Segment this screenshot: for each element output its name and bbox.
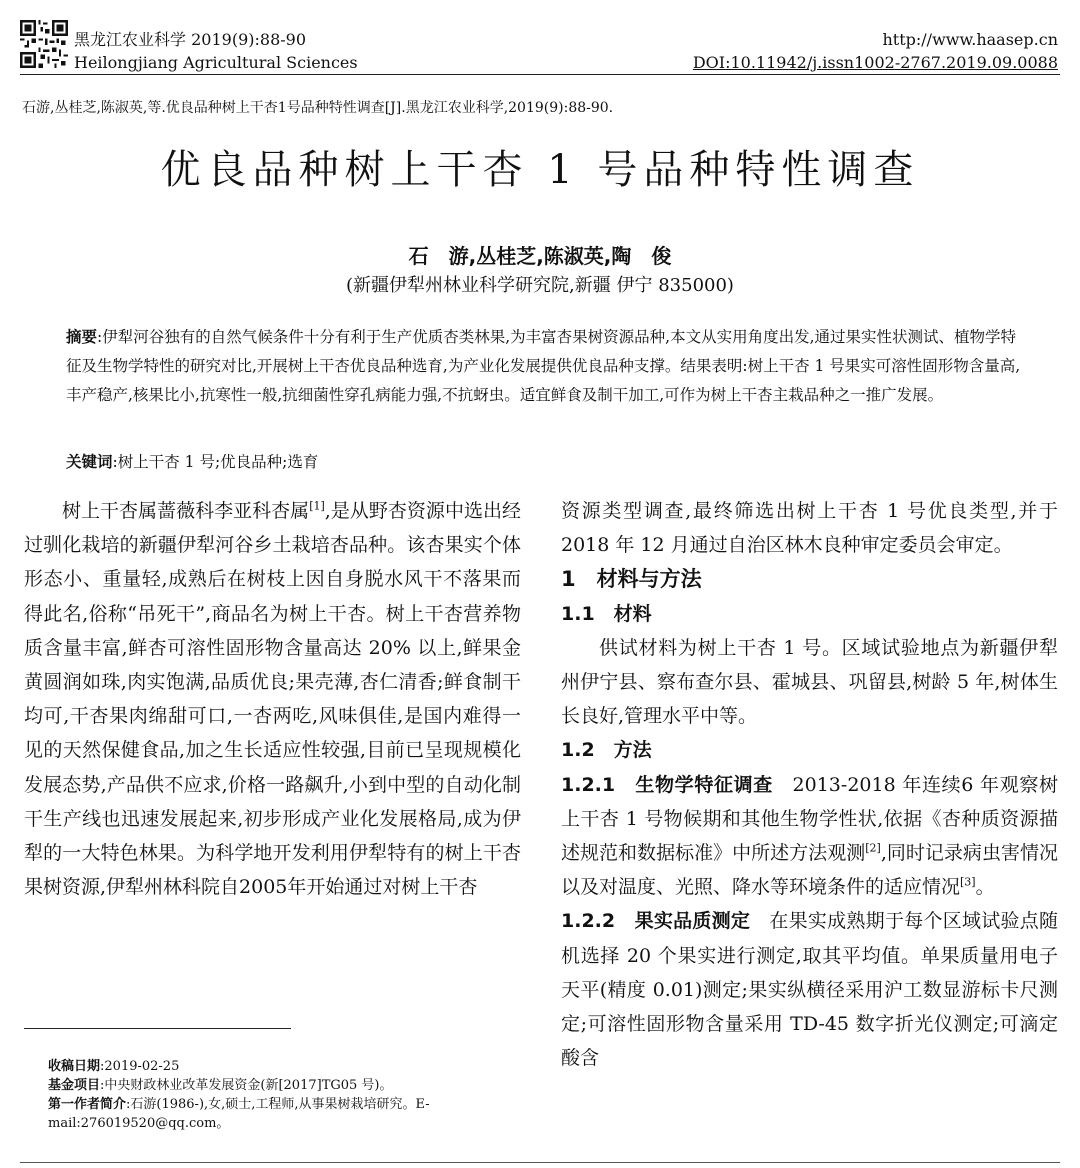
reference-2[interactable]: [2] xyxy=(865,841,881,855)
affiliation: (新疆伊犁州林业科学研究院,新疆 伊宁 835000) xyxy=(346,275,734,296)
keywords-text: :树上干杏 1 号;优良品种;选育 xyxy=(112,453,319,471)
method-1-2-2-paragraph xyxy=(561,904,1058,1075)
method-1-2-1-text-b: ,同时记录病虫害情况以及对温度、光照、降水等环境条件的适应情况 xyxy=(561,842,1058,899)
method-1-2-1-paragraph xyxy=(561,768,1058,905)
section-heading-1: 1 材料与方法 xyxy=(561,567,702,592)
method-1-2-1-text-a: 2013-2018 年连续6 年观察树上干杏 1 号物候期和其他生物学性状,依据《杏种质资源描述规范和数据标准》中所述方法观测 xyxy=(561,773,1058,865)
method-1-2-2-text: 在果实成熟期于每个区域试验点随机选择 20 个果实进行测定,取其平均值。单果质量用电子天平(精度 0.01)测定;果实纵横径采用沪工数显游标卡尺测定;可溶性固形物含量采用 TD-45 数字折光仪测定;可滴定酸含 xyxy=(561,910,1058,1070)
fund-label: 基金项目 xyxy=(48,1078,101,1093)
footnotes xyxy=(48,1057,526,1133)
abstract xyxy=(66,323,1026,410)
intro-paragraph xyxy=(24,494,521,904)
received-label: 收稿日期 xyxy=(48,1059,101,1074)
journal-header xyxy=(74,28,358,74)
left-column xyxy=(24,494,521,904)
paper-title: 优良品种树上干杏 1 号品种特性调查 xyxy=(160,147,920,193)
received-date: :2019-02-25 xyxy=(100,1059,180,1074)
first-author-label: 第一作者简介 xyxy=(48,1097,127,1112)
intro-continuation: 资源类型调查,最终筛选出树上干杏 1 号优良类型,并于 2018 年 12 月通过自治区林木良种审定委员会审定。 xyxy=(561,500,1058,557)
issue-pages: 2019(9):88-90 xyxy=(191,30,307,49)
intro-text-b: ,是从野杏资源中选出经过驯化栽培的新疆伊犁河谷乡土栽培杏品种。该杏果实个体形态小、重量轻,成熟后在树枝上因自身脱水风干不落果而得此名,俗称“吊死干”,商品名为树上干杏。树上干杏营养物质含量丰富,鲜杏可溶性固形物含量高达 20% 以上,鲜果金黄圆润如珠,肉实饱满,品质优良;果壳薄,杏仁清香;鲜食制干均可,干杏果肉绵甜可口,一杏两吃,风味俱佳,是国内难得一见的天然保健食品,加之生长适应性较强,目前已呈现规模化发展态势,产品供不应求,价格一路飙升,小到中型的自动化制干生产线也迅速发展起来,初步形成产业化发展格局,成为伊犁的一大特色林果。为科学地开发利用伊犁特有的树上干杏果树资源,伊犁州林科院自2005年开始通过对树上干杏 xyxy=(24,500,521,899)
keywords xyxy=(66,450,1026,472)
materials-paragraph: 供试材料为树上干杏 1 号。区域试验地点为新疆伊犁州伊宁县、察布查尔县、霍城县、巩留县,树龄 5 年,树体生长良好,管理水平中等。 xyxy=(561,636,1058,728)
journal-url[interactable]: http://www.haasep.cn xyxy=(882,30,1058,49)
doi-link[interactable]: DOI:10.11942/j.issn1002-2767.2019.09.0088 xyxy=(692,53,1058,72)
subsection-1-2-2-heading: 1.2.2 果实品质测定 xyxy=(561,910,770,933)
journal-links xyxy=(693,28,1058,74)
journal-name-en: Heilongjiang Agricultural Sciences xyxy=(74,53,358,72)
citation-line: 石游,丛桂芝,陈淑英,等.优良品种树上干杏1号品种特性调查[J].黑龙江农业科学,2019(9):88-90. xyxy=(22,100,614,116)
header-divider xyxy=(20,74,1060,75)
method-1-2-1-text-c: 。 xyxy=(975,876,995,899)
qr-code-icon xyxy=(20,20,68,68)
abstract-text: :伊犁河谷独有的自然气候条件十分有利于生产优质杏类林果,为丰富杏果树资源品种,本文从实用角度出发,通过果实性状测试、植物学特征及生物学特性的研究对比,开展树上干杏优良品种选育,为产业化发展提供优良品种支撑。结果表明:树上干杏 1 号果实可溶性固形物含量高,丰产稳产,核果比小,抗寒性一般,抗细菌性穿孔病能力强,不抗蚜虫。适宜鲜食及制干加工,可作为树上干杏主栽品种之一推广发展。 xyxy=(66,328,1021,404)
reference-3[interactable]: [3] xyxy=(960,875,976,889)
footnote-divider xyxy=(24,1028,291,1029)
section-heading-1-2: 1.2 方法 xyxy=(561,739,652,762)
fund-text: :中央财政林业改革发展资金(新[2017]TG05 号)。 xyxy=(100,1078,393,1093)
right-column xyxy=(561,494,1058,1075)
keywords-label: 关键词 xyxy=(66,453,113,471)
first-author-text: :石游(1986-),女,硕士,工程师,从事果树栽培研究。E-mail:276019520@qq.com。 xyxy=(48,1097,430,1131)
journal-name-cn: 黑龙江农业科学 xyxy=(74,30,187,49)
intro-text-a: 树上干杏属蔷薇科李亚科杏属 xyxy=(62,500,310,522)
subsection-1-2-1-heading: 1.2.1 生物学特征调查 xyxy=(561,773,793,796)
reference-1[interactable]: [1] xyxy=(309,499,325,513)
page-bottom-divider xyxy=(20,1162,1060,1163)
author-list: 石 游,丛桂芝,陈淑英,陶 俊 xyxy=(408,244,672,268)
section-heading-1-1: 1.1 材料 xyxy=(561,602,652,625)
abstract-label: 摘要 xyxy=(66,328,98,346)
